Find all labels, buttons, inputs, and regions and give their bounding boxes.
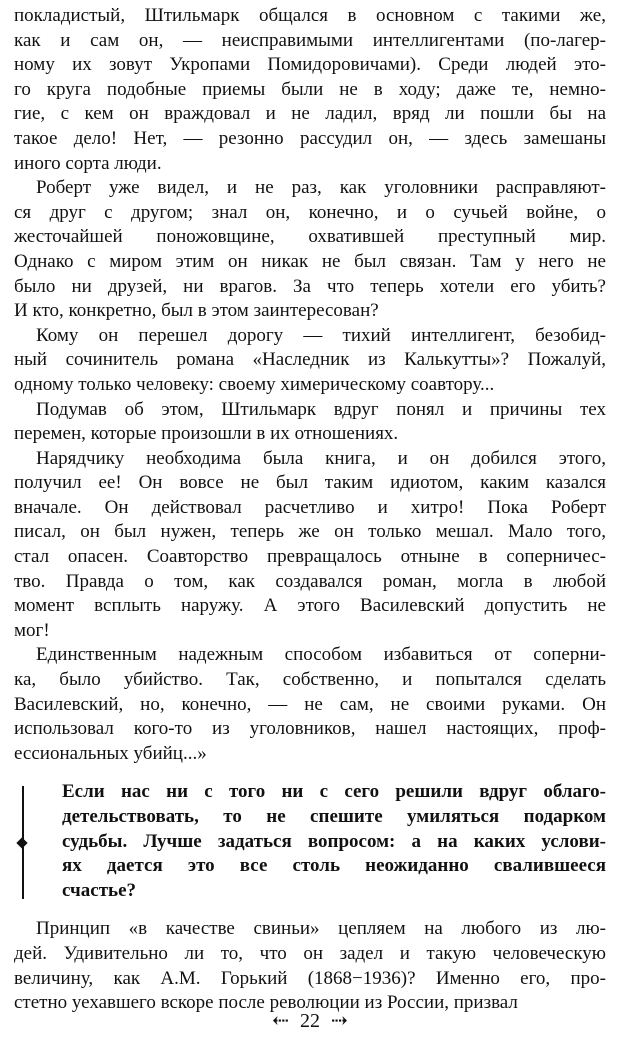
text-line: Единственным надежным способом избавиться от соперни-: [36, 644, 606, 666]
text-line: Роберт уже видел, и не раз, как уголовники расправляют-: [36, 177, 606, 199]
text-line: И кто, конкретно, был в этом заинтересован?: [14, 300, 379, 322]
body-text: [14, 4, 606, 766]
text-line: тво. Правда о том, как создавался роман, могла в любой: [14, 570, 606, 592]
text-line: Однако с миром этим он никак не был связан. Там у него не: [14, 250, 606, 272]
text-line: было ни друзей, ни врагов. За что теперь хотели его убить?: [14, 275, 606, 297]
text-line: жесточайшей поножовщине, охватившей преступный мир.: [14, 226, 606, 248]
left-arrow-icon[interactable]: ⇠: [272, 1010, 289, 1032]
text-line: Нарядчику необходима была книга, и он добился этого,: [36, 447, 606, 469]
text-line: стетно уехавшего вскоре после революции из России, призвал: [14, 992, 518, 1014]
text-line: величину, как А.М. Горький (1868−1936)? Именно его, про-: [14, 967, 606, 989]
paragraph: [14, 176, 606, 324]
text-line: счастье?: [62, 879, 137, 901]
paragraph: [14, 4, 606, 176]
text-line: получил ее! Он вовсе не был таким идиотом, каким казался: [14, 472, 606, 494]
page-footer: [0, 1008, 620, 1033]
paragraph: [14, 447, 606, 644]
text-line: ессиональных убийц...»: [14, 742, 207, 764]
paragraph: [14, 324, 606, 398]
paragraph: [14, 643, 606, 766]
paragraph: [14, 398, 606, 447]
text-line: использовал кого-то из уголовников, нашел настоящих, проф-: [14, 718, 606, 740]
text-line: Принцип «в качестве свиньи» цепляем на любого из лю-: [36, 918, 606, 940]
text-line: такое дело! Нет, — резонно рассудил он, — здесь замешаны: [14, 127, 606, 149]
text-line: Василевский, но, конечно, — не сам, не своими руками. Он: [14, 693, 606, 715]
text-line: судьбы. Лучше задаться вопросом: а на каких услови-: [62, 830, 606, 852]
text-line: стал опасен. Соавторство превращалось отныне в соперничес-: [14, 546, 606, 568]
text-line: иного сорта люди.: [14, 152, 162, 174]
text-line: гие, с кем он враждовал и не ладил, вряд ли пошли бы на: [14, 103, 606, 125]
text-line: одному только человеку: своему химерическому соавтору...: [14, 373, 495, 395]
right-arrow-icon[interactable]: ⇢: [331, 1010, 348, 1032]
text-line: ся друг с другом; знал он, конечно, и о сучьей войне, о: [14, 201, 606, 223]
text-line: ному их зовут Укропами Помидоровичами). Среди людей это-: [14, 54, 606, 76]
text-line: го круга подобные приемы были не в ходу; даже те, немно-: [14, 78, 606, 100]
text-line: писал, он был нужен, теперь же он только мешал. Мало того,: [14, 521, 606, 543]
page-number: 22: [300, 1010, 320, 1032]
closing-paragraph: [14, 917, 606, 1015]
text-line: Если нас ни с того ни с сего решили вдруг облаго-: [62, 781, 606, 803]
text-line: ях дается это все столь неожиданно свалившееся: [62, 855, 606, 877]
text-line: перемен, которые произошли в их отношениях.: [14, 423, 399, 445]
text-line: вначале. Он действовал расчетливо и хитро! Пока Роберт: [14, 496, 606, 518]
text-line: Кому он перешел дорогу — тихий интеллигент, безобид-: [36, 324, 606, 346]
callout-text: [62, 780, 606, 903]
text-line: покладистый, Штильмарк общался в основном с такими же,: [14, 5, 606, 26]
text-line: ный сочинитель романа «Наследник из Калькутты»? Пожалуй,: [14, 349, 606, 371]
text-line: детельствовать, то не спешите умиляться подарком: [62, 806, 606, 827]
text-line: как и сам он, — неисправимыми интеллигентами (по-лагер-: [14, 29, 606, 51]
text-line: дей. Удивительно ли то, что он задел и такую человеческую: [14, 942, 606, 964]
text-line: ка, было убийство. Так, собственно, и попытался сделать: [14, 669, 606, 691]
callout-bar-decoration: [18, 786, 28, 899]
text-line: мог!: [14, 619, 50, 641]
text-line: Подумав об этом, Штильмарк вдруг понял и причины тех: [36, 398, 606, 420]
callout-box: [14, 780, 606, 903]
text-line: момент всплыть наружу. А этого Василевский допустить не: [14, 595, 606, 617]
